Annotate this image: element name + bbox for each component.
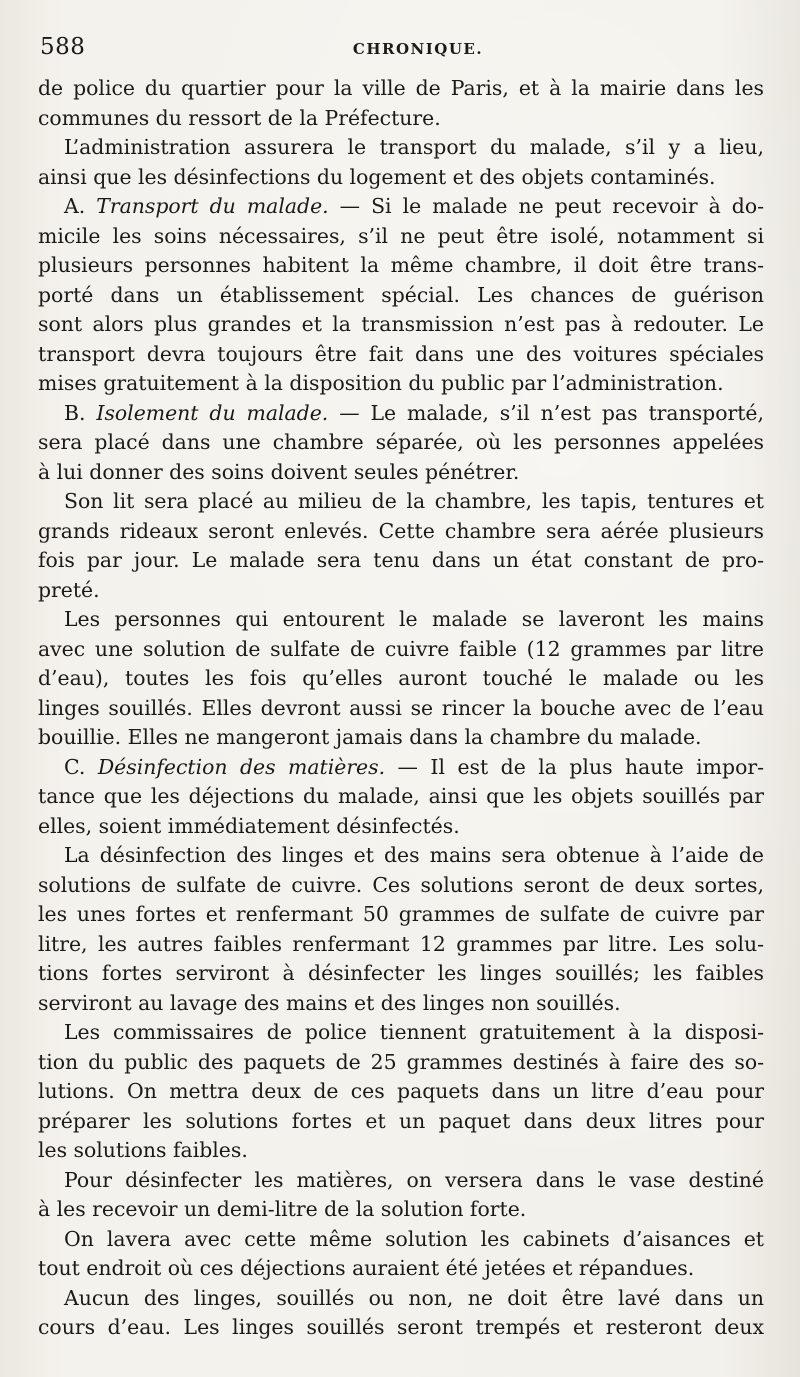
page-header (40, 34, 756, 64)
line-text: grands rideaux seront enlevés. Cette chambre sera aérée plusieurs (38, 518, 764, 543)
text-line (38, 1136, 764, 1166)
line-text: Les personnes qui entourent le malade se laveront les mains (64, 607, 764, 631)
text-line (38, 576, 764, 606)
section-heading-italic: Transport du malade. (96, 194, 329, 218)
text-line (38, 812, 764, 842)
line-text: Pour désinfecter les matières, on versera dans le vase destiné (64, 1167, 764, 1192)
line-text: elles, soient immédiatement désinfectés. (38, 813, 460, 838)
text-line (38, 428, 764, 458)
line-text: Les commissaires de police tiennent gratuitement à la disposi- (64, 1020, 764, 1044)
text-line (38, 1254, 764, 1284)
line-text: Aucun des linges, souillés ou non, ne doit être lavé dans un (64, 1285, 764, 1310)
line-text: tance que les déjections du malade, ainsi que les objets souillés par (38, 784, 764, 808)
text-line (38, 605, 764, 635)
line-text: linges souillés. Elles devront aussi se rincer la bouche avec de l’eau (38, 695, 764, 720)
text-line (38, 546, 764, 576)
text-line (38, 1018, 764, 1048)
line-text: à lui donner des soins doivent seules pénétrer. (38, 459, 520, 484)
line-text: transport devra toujours être fait dans une des voitures spéciales (38, 341, 764, 366)
text-line (38, 104, 764, 134)
section-heading-italic: Isolement du malade. (96, 400, 329, 425)
body-text (38, 74, 764, 1343)
line-text-continued: — Si le malade ne peut recevoir à do- (328, 194, 764, 218)
line-text: fois par jour. Le malade sera tenu dans un état constant de pro- (38, 548, 764, 572)
line-text: communes du ressort de la Préfecture. (38, 105, 441, 130)
text-line (38, 369, 764, 399)
line-text: sont alors plus grandes et la transmission n’est pas à redouter. Le (38, 312, 764, 336)
line-text: serviront au lavage des mains et des linges non souillés. (38, 990, 621, 1015)
line-text: lutions. On mettra deux de ces paquets dans un litre d’eau pour (38, 1079, 764, 1103)
text-line (38, 517, 764, 547)
text-line (38, 959, 764, 989)
line-text: les solutions faibles. (38, 1138, 248, 1162)
text-line (38, 340, 764, 370)
line-text: L’administration assurera le transport du malade, s’il y a lieu, (64, 135, 764, 159)
text-line (38, 133, 764, 163)
text-line (38, 1048, 764, 1078)
text-line (38, 753, 764, 783)
line-text-continued: — Il est de la plus haute impor- (385, 754, 764, 779)
text-line (38, 841, 764, 871)
line-text: preté. (38, 577, 100, 602)
line-text: mises gratuitement à la disposition du public par l’administration. (38, 371, 724, 395)
section-heading-italic: Désinfection des matières. (97, 754, 386, 779)
text-line (38, 635, 764, 665)
text-line (38, 723, 764, 753)
text-line (38, 1077, 764, 1107)
line-text: ainsi que les désinfections du logement et des objets contaminés. (38, 164, 716, 189)
line-text: C. (64, 754, 98, 779)
text-line (38, 989, 764, 1019)
line-text: cours d’eau. Les linges souillés seront trempés et resteront deux (38, 1315, 764, 1339)
line-text: tions fortes serviront à désinfecter les linges souillés; les faibles (38, 961, 764, 985)
line-text: sera placé dans une chambre séparée, où les personnes appelées (38, 430, 764, 454)
line-text: d’eau), toutes les fois qu’elles auront touché le malade ou les (38, 666, 764, 690)
line-text: de police du quartier pour la ville de Paris, et à la mairie dans les (38, 76, 764, 100)
text-line (38, 163, 764, 193)
text-line (38, 1284, 764, 1314)
line-text-continued: — Le malade, s’il n’est pas transporté, (328, 400, 764, 425)
text-line (38, 251, 764, 281)
text-line (38, 222, 764, 252)
line-text: plusieurs personnes habitent la même chambre, il doit être trans- (38, 253, 764, 277)
text-line (38, 694, 764, 724)
line-text: solutions de sulfate de cuivre. Ces solutions seront de deux sortes, (38, 872, 764, 897)
text-line (38, 782, 764, 812)
line-text: préparer les solutions fortes et un paquet dans deux litres pour (38, 1108, 764, 1133)
line-text: La désinfection des linges et des mains sera obtenue à l’aide de (64, 843, 764, 867)
line-text: les unes fortes et renfermant 50 grammes de sulfate de cuivre par (38, 902, 764, 926)
text-line (38, 458, 764, 488)
line-text: A. (64, 194, 97, 218)
line-text: micile les soins nécessaires, s’il ne peut être isolé, notamment si (38, 223, 764, 248)
line-text: à les recevoir un demi-litre de la solution forte. (38, 1197, 527, 1221)
line-text: Son lit sera placé au milieu de la chambre, les tapis, tentures et (64, 489, 764, 513)
line-text: bouillie. Elles ne mangeront jamais dans la chambre du malade. (38, 725, 702, 749)
text-line (38, 1313, 764, 1343)
text-line (38, 664, 764, 694)
text-line (38, 930, 764, 960)
text-line (38, 871, 764, 901)
line-text: On lavera avec cette même solution les cabinets d’aisances et (64, 1226, 764, 1251)
line-text: avec une solution de sulfate de cuivre faible (12 grammes par litre (38, 636, 764, 661)
text-line (38, 399, 764, 429)
text-line (38, 1107, 764, 1137)
text-line (38, 74, 764, 104)
line-text: litre, les autres faibles renfermant 12 grammes par litre. Les solu- (38, 931, 764, 956)
text-line (38, 487, 764, 517)
text-line (38, 1225, 764, 1255)
text-line (38, 192, 764, 222)
text-line (38, 281, 764, 311)
line-text: B. (64, 400, 97, 425)
line-text: tout endroit où ces déjections auraient été jetées et répandues. (38, 1256, 695, 1280)
line-text: porté dans un établissement spécial. Les chances de guérison (38, 282, 764, 307)
text-line (38, 1166, 764, 1196)
text-line (38, 900, 764, 930)
running-head: CHRONIQUE. (352, 40, 484, 58)
page-number: 588 (40, 34, 86, 60)
text-line (38, 1195, 764, 1225)
text-line (38, 310, 764, 340)
line-text: tion du public des paquets de 25 grammes destinés à faire des so- (38, 1049, 764, 1074)
